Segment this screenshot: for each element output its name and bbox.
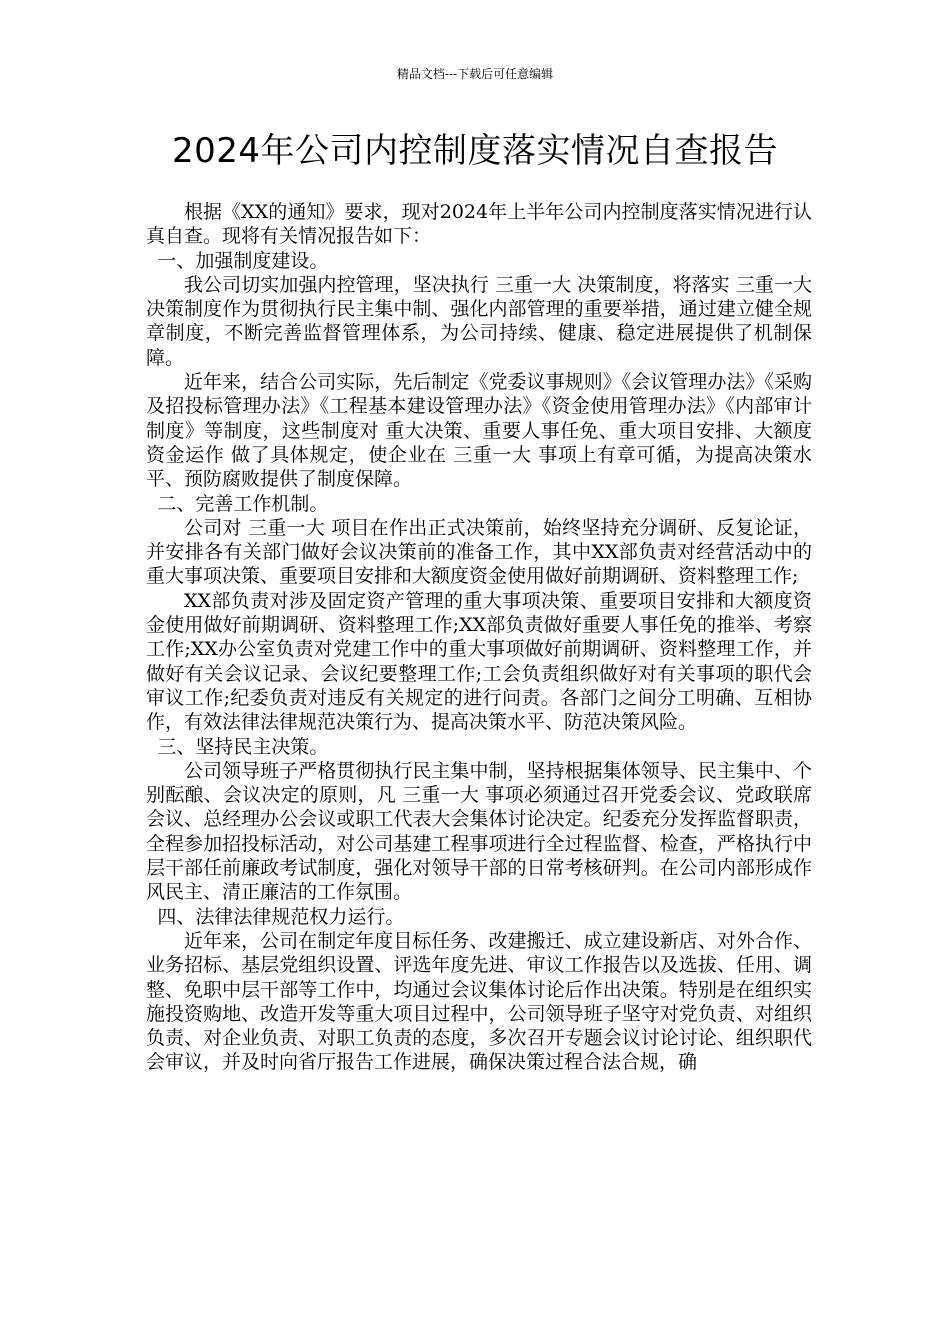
section-heading-3: 三、坚持民主决策。 xyxy=(157,735,329,758)
page-header: 精品文档---下载后可任意编辑 xyxy=(396,67,554,81)
body-paragraph: 近年来，结合公司实际，先后制定《党委议事规则》《会议管理办法》《采购及招投标管理办法》《工程基本建设管理办法》《资金使用管理办法》《内部审计制度》等制度，这些制度对 重大决策、重要人事任免、重大项目安排、大额度资金运作 做了具体规定，使企业在 三重一大 事项上有章可循，为提高决策水平、预防腐败提供了制度保障。 xyxy=(146,371,812,491)
document-title: 2024年公司内控制度落实情况自查报告 xyxy=(171,131,779,171)
body-paragraph: 公司对 三重一大 项目在作出正式决策前，始终坚持充分调研、反复论证，并安排各有关部门做好会议决策前的准备工作，其中XX部负责对经营活动中的重大事项决策、重要项目安排和大额度资金使用做好前期调研、资料整理工作; xyxy=(146,516,812,588)
body-paragraph: 公司领导班子严格贯彻执行民主集中制，坚持根据集体领导、民主集中、个别酝酿、会议决定的原则，凡 三重一大 事项必须通过召开党委会议、党政联席会议、总经理办公会议或职工代表大会集体讨论决定。纪委充分发挥监督职责，全程参加招投标活动，对公司基建工程事项进行全过程监督、检查，严格执行中层干部任前廉政考试制度，强化对领导干部的日常考核研判。在公司内部形成作风民主、清正廉洁的工作氛围。 xyxy=(146,759,812,904)
section-heading-2: 二、完善工作机制。 xyxy=(157,492,329,515)
intro-paragraph: 根据《XX的通知》要求，现对2024年上半年公司内控制度落实情况进行认真自查。现将有关情况报告如下： xyxy=(146,201,812,248)
section-heading-4: 四、法律法律规范权力运行。 xyxy=(157,905,405,928)
body-paragraph: XX部负责对涉及固定资产管理的重大事项决策、重要项目安排和大额度资金使用做好前期调研、资料整理工作;XX部负责做好重要人事任免的推举、考察工作;XX办公室负责对党建工作中的重大事项做好前期调研、资料整理工作，并做好有关会议记录、会议纪要整理工作;工会负责组织做好对有关事项的职代会审议工作;纪委负责对违反有关规定的进行问责。各部门之间分工明确、互相协作，有效法律法律规范决策行为、提高决策水平、防范决策风险。 xyxy=(146,589,812,734)
document-body xyxy=(146,200,812,1075)
section-heading-1: 一、加强制度建设。 xyxy=(157,249,329,272)
body-paragraph: 我公司切实加强内控管理，坚决执行 三重一大 决策制度，将落实 三重一大 决策制度作为贯彻执行民主集中制、强化内部管理的重要举措，通过建立健全规章制度，不断完善监督管理体系，为公司持续、健康、稳定进展提供了机制保障。 xyxy=(146,273,812,369)
body-paragraph: 近年来，公司在制定年度目标任务、改建搬迁、成立建设新店、对外合作、业务招标、基层党组织设置、评选年度先进、审议工作报告以及选拔、任用、调整、免职中层干部等工作中，均通过会议集体讨论后作出决策。特别是在组织实施投资购地、改造开发等重大项目过程中，公司领导班子坚守对党负责、对组织负责、对企业负责、对职工负责的态度，多次召开专题会议讨论讨论、组织职代会审议，并及时向省厅报告工作进展，确保决策过程合法合规，确 xyxy=(146,929,812,1074)
